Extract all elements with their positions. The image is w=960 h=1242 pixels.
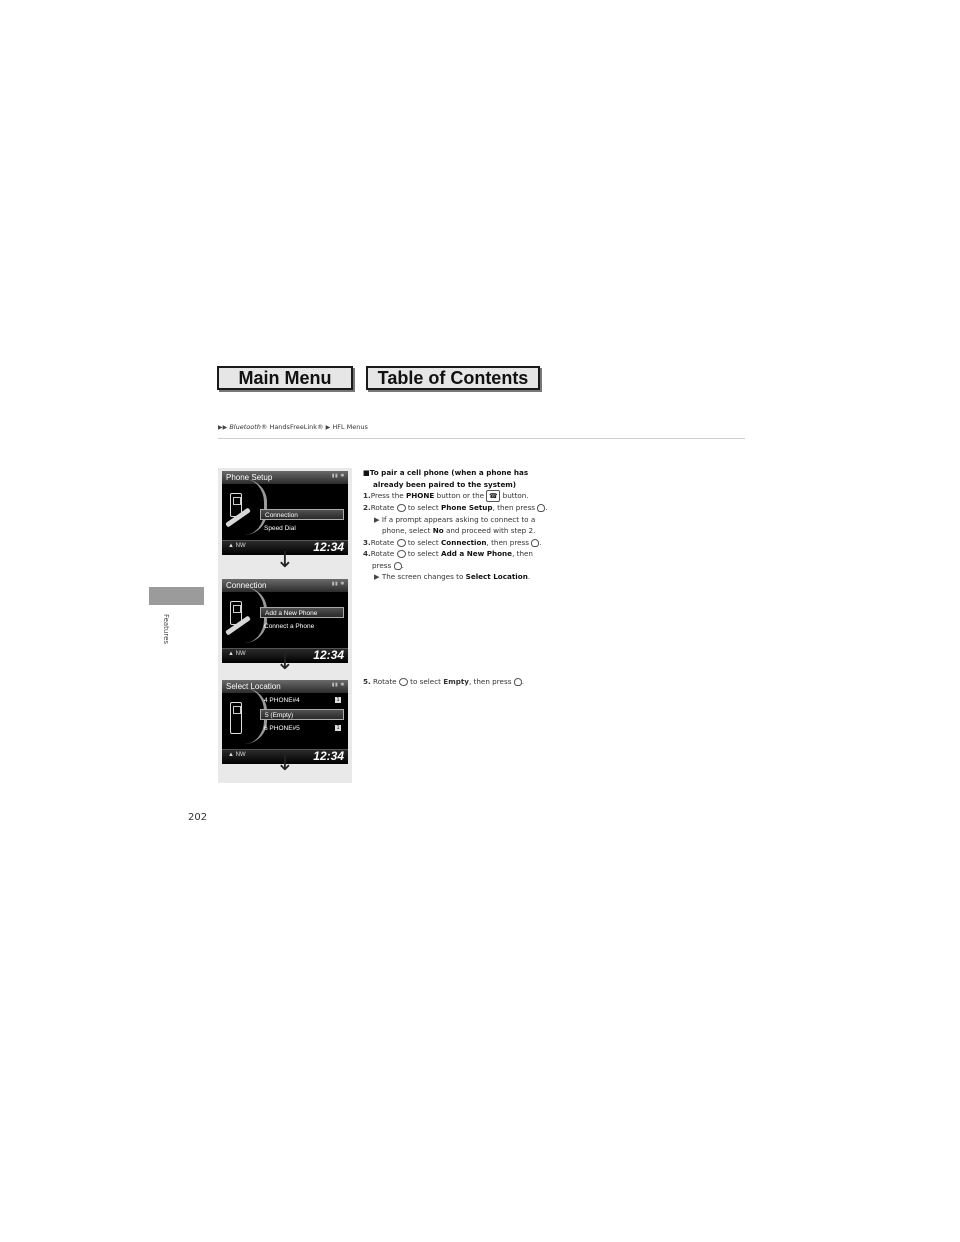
section-heading: ■To pair a cell phone (when a phone has already been paired to the system) [363, 468, 529, 489]
breadcrumb-arrow-icon: ▶▶ [218, 424, 228, 431]
instructions [363, 467, 553, 583]
step-4: 4.Rotate to select Add a New Phone, then press . [363, 549, 533, 570]
rotate-knob-icon [397, 550, 406, 558]
step-3: 3.Rotate to select Connection, then press . [363, 537, 542, 547]
section-label: Features [162, 613, 170, 645]
breadcrumb-arrow-icon: ▶ [325, 424, 331, 431]
screen-title: Phone Setup [222, 471, 348, 484]
note-arrow-icon: ▶ [374, 514, 380, 524]
main-menu-button[interactable]: Main Menu [217, 366, 353, 390]
down-arrow-icon: ↓ [275, 548, 295, 573]
table-of-contents-button[interactable]: Table of Contents [366, 366, 540, 390]
rotate-knob-icon [397, 539, 406, 547]
compass-heading: ▲ NW [228, 543, 246, 549]
rotate-knob-icon [397, 504, 406, 512]
press-knob-icon [394, 562, 402, 570]
menu-item-connect-phone: Connect a Phone [264, 623, 315, 630]
section-tab[interactable] [149, 587, 204, 605]
location-item-6: 6 PHONE#5 1 [264, 725, 340, 732]
clock: 12:34 [313, 540, 344, 554]
phone-button-icon: ☎ [486, 490, 500, 502]
screen-sequence-figure [218, 468, 352, 783]
page-number: 202 [188, 812, 208, 823]
step-2: 2.Rotate to select Phone Setup, then press . [363, 503, 548, 512]
screen-title: Select Location [222, 680, 348, 693]
compass-heading: ▲ NW [228, 752, 246, 758]
breadcrumb-bluetooth[interactable]: Bluetooth [229, 423, 261, 431]
location-item-4: 4 PHONE#4 1 [264, 697, 340, 704]
phone-badge-icon: 1 [336, 725, 340, 731]
step-5: 5. Rotate to select Empty, then press . [363, 677, 525, 686]
menu-item-connection: Connection [260, 509, 344, 520]
breadcrumb-hfl-menus[interactable]: HFL Menus [332, 423, 368, 431]
breadcrumb-handsfreelink[interactable]: ® HandsFreeLink® [260, 423, 324, 431]
status-icons: ▮▮ ✱ [331, 682, 345, 688]
step-2-note: ▶ If a prompt appears asking to connect to a phone, select No and proceed with step 2. [374, 514, 536, 535]
status-icons: ▮▮ ✱ [331, 473, 345, 479]
location-item-5: 5 (Empty) [260, 709, 344, 720]
screen-phone-setup [222, 471, 348, 555]
press-knob-icon [514, 678, 522, 686]
compass-heading: ▲ NW [228, 651, 246, 657]
header-divider [218, 438, 745, 439]
clock: 12:34 [313, 648, 344, 662]
rotate-knob-icon [399, 678, 408, 686]
status-icons: ▮▮ ✱ [331, 581, 345, 587]
menu-item-speed-dial: Speed Dial [264, 525, 296, 532]
menu-item-add-new-phone: Add a New Phone [260, 607, 344, 618]
heading-bullet-icon: ■ [363, 468, 370, 477]
down-arrow-icon: ↓ [275, 751, 295, 776]
step-4-note: ▶ The screen changes to Select Location. [374, 572, 531, 581]
down-arrow-icon: ↓ [275, 650, 295, 675]
clock: 12:34 [313, 749, 344, 763]
step-1: 1.Press the PHONE button or the ☎ button. [363, 491, 529, 500]
screen-title: Connection [222, 579, 348, 592]
phone-badge-icon: 1 [336, 697, 340, 703]
note-arrow-icon: ▶ [374, 572, 380, 581]
breadcrumb [218, 423, 368, 431]
